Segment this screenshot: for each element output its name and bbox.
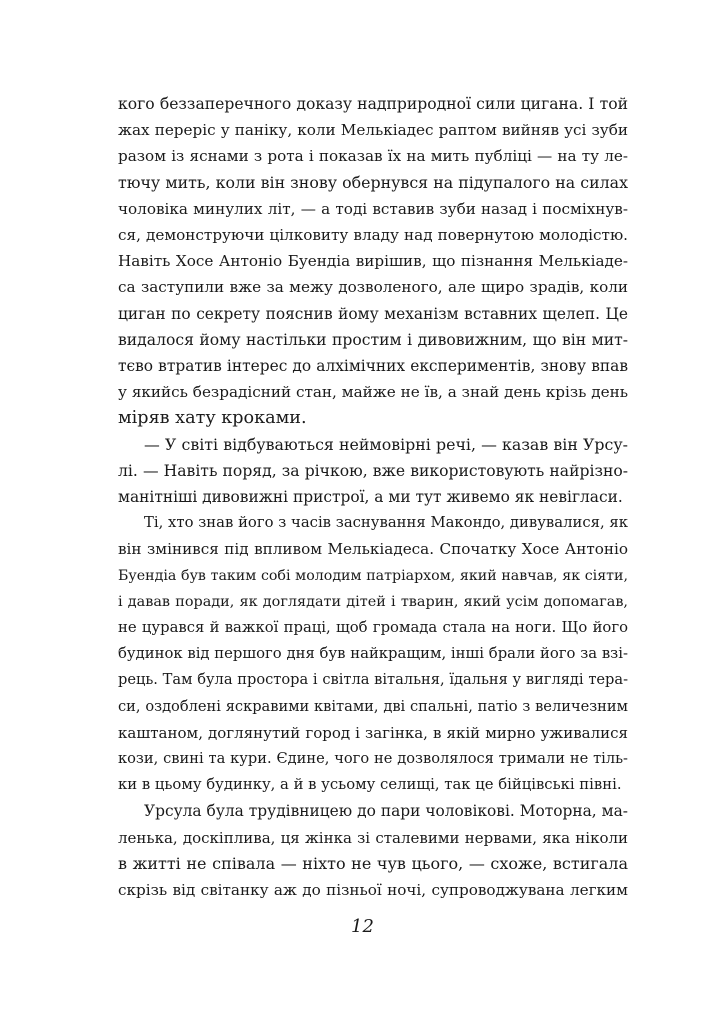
text-line: будинок від першого дня був найкращим, інші брали його за взі- <box>118 645 628 663</box>
text-line: манітніші дивовижні пристрої, а ми тут живемо як невігласи. <box>118 488 623 506</box>
text-line: Навіть Хосе Антоніо Буендіа вирішив, що пізнання Мелькіаде- <box>118 252 628 271</box>
text-line: ся, демонструючи цілковиту владу над повернутою молодістю. <box>118 226 628 244</box>
text-line: циган по секрету пояснив йому механізм вставних щелеп. Це <box>118 304 628 323</box>
text-line: Ті, хто знав його з часів заснування Макондо, дивувалися, як <box>144 514 628 532</box>
text-line: жах переріс у паніку, коли Мелькіадес раптом вийняв усі зуби <box>118 121 628 140</box>
text-line: ленька, доскіплива, ця жінка зі сталевими нервами, яка ніколи <box>118 828 628 847</box>
text-line: кози, свині та кури. Єдине, чого не дозволялося тримали не тіль- <box>118 750 628 767</box>
text-line: си, оздоблені яскравими квітами, дві спальні, патіо з величезним <box>118 697 628 715</box>
text-line: разом із яснами з рота і показав їх на мить публіці — на ту ле- <box>118 147 628 166</box>
text-line: рець. Там була простора і світла вітальня, їдальня у вигляді тера- <box>118 671 628 689</box>
text-line: чоловіка минулих літ, — а тоді вставив зуби назад і посміхнув- <box>118 199 628 218</box>
text-line: каштаном, доглянутий город і загінка, в якій мирно уживалися <box>118 723 628 742</box>
text-line: не цурався й важкої праці, щоб громада стала на ноги. Що його <box>118 619 628 636</box>
text-line: тючу мить, коли він знову обернувся на підупалого на силах <box>118 172 628 192</box>
text-line: Буендіа був таким собі молодим патріархом, який навчав, як сіяти, <box>118 567 628 584</box>
text-line: са заступили вже за межу дозволеного, але щиро зрадів, коли <box>118 278 628 297</box>
text-line: він змінився під впливом Мелькіадеса. Спочатку Хосе Антоніо <box>118 540 628 559</box>
text-line: — У світі відбуваються неймовірні речі, — казав він Урсу- <box>144 434 628 454</box>
text-line: в житті не співала — ніхто не чув цього, — схоже, встигала <box>118 853 628 873</box>
text-line: у якийсь безрадісний стан, майже не їв, а знай день крізь день <box>118 383 628 402</box>
text-line: міряв хату кроками. <box>118 408 307 429</box>
text-line: Урсула була трудівницею до пари чоловікові. Моторна, ма- <box>144 802 628 821</box>
text-line: скрізь від світанку аж до пізньої ночі, супроводжувана легким <box>118 881 628 899</box>
text-line: лі. — Навіть поряд, за річкою, вже використовують найрізно- <box>118 461 628 480</box>
text-line: ки в цьому будинку, а й в усьому селищі, так це бійцівські півні. <box>118 776 622 794</box>
text-line: видалося йому настільки простим і дивовижним, що він мит- <box>118 330 628 349</box>
text-line: і давав поради, як доглядати дітей і тварин, який усім допомагав, <box>118 593 628 610</box>
text-line: кого беззаперечного доказу надприродної сили цигана. І той <box>118 95 628 113</box>
text-line: тєво втратив інтерес до алхімічних експериментів, знову впав <box>118 357 628 375</box>
page-number: 12 <box>351 916 374 938</box>
